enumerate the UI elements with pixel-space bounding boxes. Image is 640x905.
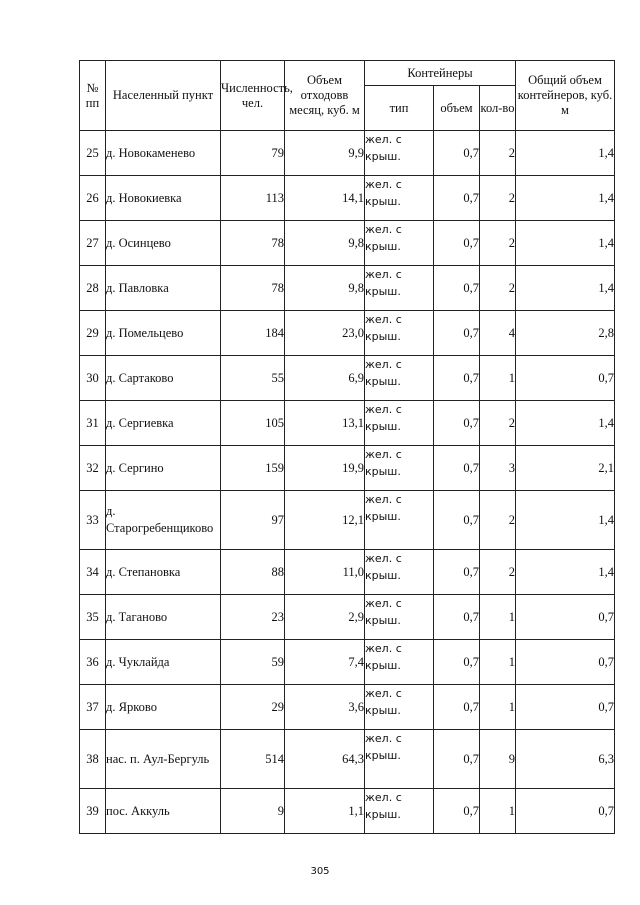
container-volume-cell: 0,7 [434, 640, 480, 685]
settlement-name-cell: д. Помельцево [106, 311, 221, 356]
settlement-name-cell: д. Степановка [106, 550, 221, 595]
container-volume-cell: 0,7 [434, 595, 480, 640]
total-volume-cell: 1,4 [516, 266, 615, 311]
waste-volume-cell: 11,0 [285, 550, 365, 595]
population-cell: 113 [221, 176, 285, 221]
container-count-cell: 1 [480, 789, 516, 834]
container-count-cell: 9 [480, 730, 516, 789]
waste-volume-cell: 2,9 [285, 595, 365, 640]
container-volume-cell: 0,7 [434, 491, 480, 550]
row-number-cell: 25 [80, 131, 106, 176]
container-count-cell: 1 [480, 640, 516, 685]
container-type-cell: жел. с крыш. [365, 311, 434, 356]
page-number: 305 [310, 866, 330, 877]
total-volume-cell: 1,4 [516, 176, 615, 221]
table-row [80, 446, 615, 491]
header-container-count: кол-во [480, 86, 516, 131]
settlement-name-cell: д. Ярково [106, 685, 221, 730]
header-waste-volume: Объем отходовв месяц, куб. м [285, 61, 365, 131]
container-volume-cell: 0,7 [434, 356, 480, 401]
container-type-cell: жел. с крыш. [365, 356, 434, 401]
waste-volume-cell: 23,0 [285, 311, 365, 356]
waste-volume-cell: 13,1 [285, 401, 365, 446]
row-number-cell: 35 [80, 595, 106, 640]
waste-volume-cell: 12,1 [285, 491, 365, 550]
row-number-cell: 27 [80, 221, 106, 266]
table-row [80, 131, 615, 176]
total-volume-cell: 0,7 [516, 595, 615, 640]
header-containers: Контейнеры [365, 61, 516, 86]
container-count-cell: 1 [480, 595, 516, 640]
total-volume-cell: 0,7 [516, 356, 615, 401]
container-count-cell: 4 [480, 311, 516, 356]
settlement-name-cell: пос. Аккуль [106, 789, 221, 834]
container-type-cell: жел. с крыш. [365, 266, 434, 311]
container-volume-cell: 0,7 [434, 550, 480, 595]
total-volume-cell: 1,4 [516, 550, 615, 595]
settlement-name-cell: д. Старогребенщиково [106, 491, 221, 550]
table-row [80, 640, 615, 685]
population-cell: 9 [221, 789, 285, 834]
population-cell: 88 [221, 550, 285, 595]
table-row [80, 491, 615, 550]
population-cell: 78 [221, 221, 285, 266]
header-container-type: тип [365, 86, 434, 131]
container-count-cell: 3 [480, 446, 516, 491]
table-row [80, 311, 615, 356]
population-cell: 23 [221, 595, 285, 640]
total-volume-cell: 1,4 [516, 491, 615, 550]
header-population: Численность, чел. [221, 61, 285, 131]
container-type-cell: жел. с крыш. [365, 446, 434, 491]
row-number-cell: 39 [80, 789, 106, 834]
container-count-cell: 2 [480, 550, 516, 595]
container-count-cell: 2 [480, 176, 516, 221]
total-volume-cell: 1,4 [516, 401, 615, 446]
waste-volume-cell: 14,1 [285, 176, 365, 221]
row-number-cell: 29 [80, 311, 106, 356]
population-cell: 97 [221, 491, 285, 550]
total-volume-cell: 1,4 [516, 221, 615, 266]
row-number-cell: 26 [80, 176, 106, 221]
row-number-cell: 38 [80, 730, 106, 789]
total-volume-cell: 0,7 [516, 685, 615, 730]
container-count-cell: 1 [480, 685, 516, 730]
header-settlement: Населенный пункт [106, 61, 221, 131]
waste-volume-cell: 9,8 [285, 266, 365, 311]
table-row [80, 789, 615, 834]
container-volume-cell: 0,7 [434, 685, 480, 730]
waste-volume-cell: 1,1 [285, 789, 365, 834]
settlement-name-cell: д. Сергиевка [106, 401, 221, 446]
total-volume-cell: 0,7 [516, 640, 615, 685]
container-volume-cell: 0,7 [434, 446, 480, 491]
table-row [80, 550, 615, 595]
waste-volume-cell: 9,8 [285, 221, 365, 266]
container-type-cell: жел. с крыш. [365, 221, 434, 266]
header-total-volume: Общий объем контейнеров, куб. м [516, 61, 615, 131]
population-cell: 29 [221, 685, 285, 730]
row-number-cell: 28 [80, 266, 106, 311]
total-volume-cell: 0,7 [516, 789, 615, 834]
waste-containers-table [79, 60, 615, 834]
population-cell: 514 [221, 730, 285, 789]
container-type-cell: жел. с крыш. [365, 730, 434, 789]
container-volume-cell: 0,7 [434, 401, 480, 446]
container-volume-cell: 0,7 [434, 221, 480, 266]
container-volume-cell: 0,7 [434, 311, 480, 356]
container-type-cell: жел. с крыш. [365, 685, 434, 730]
table-row [80, 595, 615, 640]
container-volume-cell: 0,7 [434, 131, 480, 176]
total-volume-cell: 1,4 [516, 131, 615, 176]
population-cell: 105 [221, 401, 285, 446]
population-cell: 78 [221, 266, 285, 311]
header-container-volume: объем [434, 86, 480, 131]
container-volume-cell: 0,7 [434, 176, 480, 221]
container-count-cell: 2 [480, 491, 516, 550]
settlement-name-cell: нас. п. Аул-Бергуль [106, 730, 221, 789]
waste-volume-cell: 9,9 [285, 131, 365, 176]
container-type-cell: жел. с крыш. [365, 176, 434, 221]
settlement-name-cell: д. Таганово [106, 595, 221, 640]
population-cell: 79 [221, 131, 285, 176]
container-type-cell: жел. с крыш. [365, 789, 434, 834]
settlement-name-cell: д. Павловка [106, 266, 221, 311]
table-row [80, 685, 615, 730]
population-cell: 184 [221, 311, 285, 356]
row-number-cell: 34 [80, 550, 106, 595]
table-body [80, 131, 615, 834]
waste-volume-cell: 7,4 [285, 640, 365, 685]
total-volume-cell: 2,8 [516, 311, 615, 356]
settlement-name-cell: д. Сергино [106, 446, 221, 491]
container-volume-cell: 0,7 [434, 266, 480, 311]
container-type-cell: жел. с крыш. [365, 640, 434, 685]
container-count-cell: 2 [480, 266, 516, 311]
table-row [80, 356, 615, 401]
container-type-cell: жел. с крыш. [365, 550, 434, 595]
table-row [80, 730, 615, 789]
row-number-cell: 33 [80, 491, 106, 550]
container-type-cell: жел. с крыш. [365, 491, 434, 550]
row-number-cell: 32 [80, 446, 106, 491]
container-type-cell: жел. с крыш. [365, 131, 434, 176]
container-count-cell: 1 [480, 356, 516, 401]
settlement-name-cell: д. Чуклайда [106, 640, 221, 685]
waste-volume-cell: 3,6 [285, 685, 365, 730]
container-count-cell: 2 [480, 221, 516, 266]
waste-volume-cell: 64,3 [285, 730, 365, 789]
row-number-cell: 36 [80, 640, 106, 685]
table-row [80, 221, 615, 266]
row-number-cell: 37 [80, 685, 106, 730]
container-volume-cell: 0,7 [434, 789, 480, 834]
container-count-cell: 2 [480, 401, 516, 446]
total-volume-cell: 6,3 [516, 730, 615, 789]
settlement-name-cell: д. Новокаменево [106, 131, 221, 176]
population-cell: 55 [221, 356, 285, 401]
waste-volume-cell: 19,9 [285, 446, 365, 491]
table-row [80, 401, 615, 446]
row-number-cell: 31 [80, 401, 106, 446]
population-cell: 59 [221, 640, 285, 685]
container-volume-cell: 0,7 [434, 730, 480, 789]
table-row [80, 176, 615, 221]
row-number-cell: 30 [80, 356, 106, 401]
table-row [80, 266, 615, 311]
settlement-name-cell: д. Осинцево [106, 221, 221, 266]
container-type-cell: жел. с крыш. [365, 595, 434, 640]
header-num: № пп [80, 61, 106, 131]
settlement-name-cell: д. Сартаково [106, 356, 221, 401]
settlement-name-cell: д. Новокиевка [106, 176, 221, 221]
population-cell: 159 [221, 446, 285, 491]
container-type-cell: жел. с крыш. [365, 401, 434, 446]
total-volume-cell: 2,1 [516, 446, 615, 491]
waste-volume-cell: 6,9 [285, 356, 365, 401]
container-count-cell: 2 [480, 131, 516, 176]
